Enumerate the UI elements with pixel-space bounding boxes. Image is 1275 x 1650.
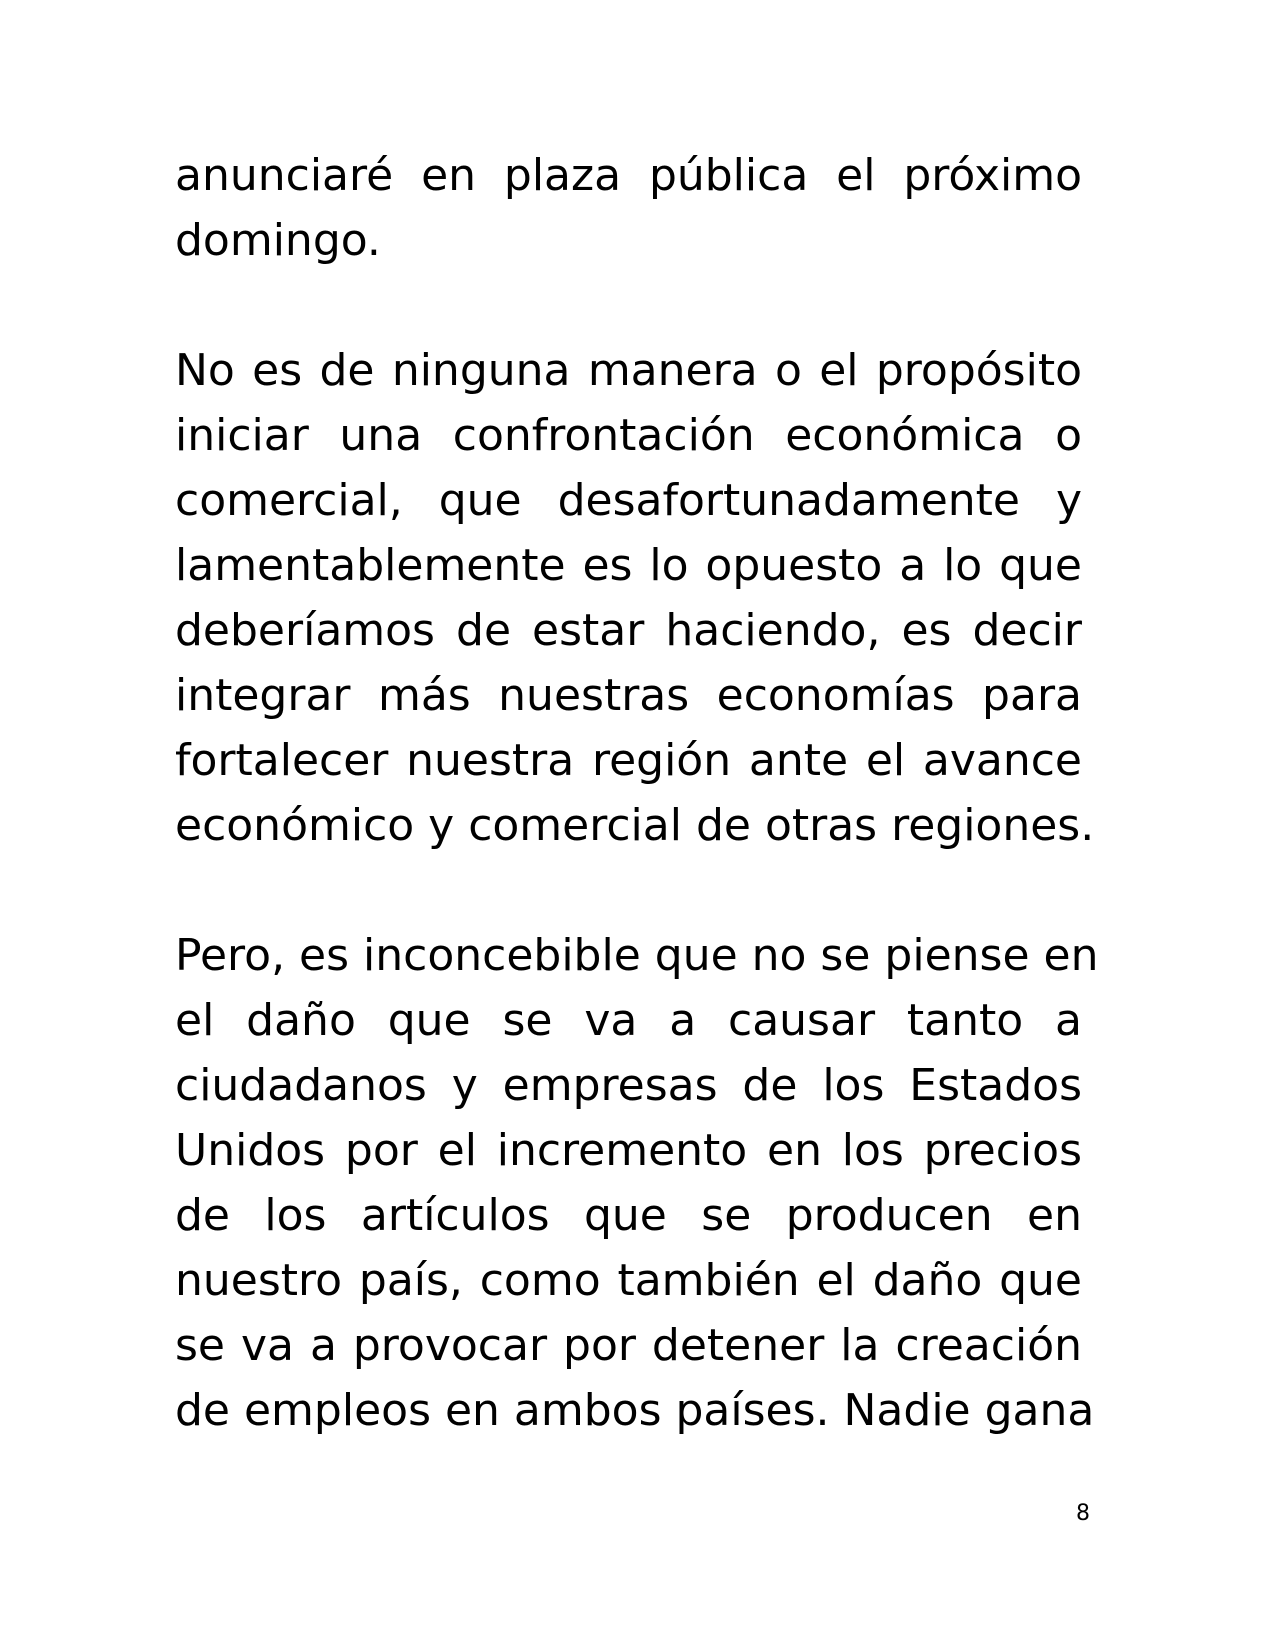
text-line: iniciar una confrontación económica o [175,410,1082,461]
page-number: 8 [1076,1501,1090,1526]
text-line: de los artículos que se producen en [175,1190,1082,1241]
text-line: nuestro país, como también el daño que [175,1255,1082,1306]
body-text [175,143,1099,1508]
text-line: se va a provocar por detener la creación [175,1320,1082,1371]
text-line: comercial, que desafortunadamente y [175,475,1082,526]
paragraph-3 [175,923,1099,1443]
text-line: anunciaré en plaza pública el próximo [175,150,1082,201]
text-line: Unidos por el incremento en los precios [175,1125,1082,1176]
text-line: domingo. [175,215,381,266]
paragraph-1 [175,143,1082,273]
text-line: fortalecer nuestra región ante el avance [175,735,1082,786]
text-line: lamentablemente es lo opuesto a lo que [175,540,1082,591]
text-line: el daño que se va a causar tanto a [175,995,1082,1046]
text-line: de empleos en ambos países. Nadie gana [175,1385,1095,1436]
paragraph-2 [175,338,1095,858]
text-line: deberíamos de estar haciendo, es decir [175,605,1082,656]
text-line: No es de ninguna manera o el propósito [175,345,1082,396]
text-line: económico y comercial de otras regiones. [175,800,1095,851]
text-line: ciudadanos y empresas de los Estados [175,1060,1082,1111]
text-line: Pero, es inconcebible que no se piense en [175,930,1099,981]
text-line: integrar más nuestras economías para [175,670,1082,721]
